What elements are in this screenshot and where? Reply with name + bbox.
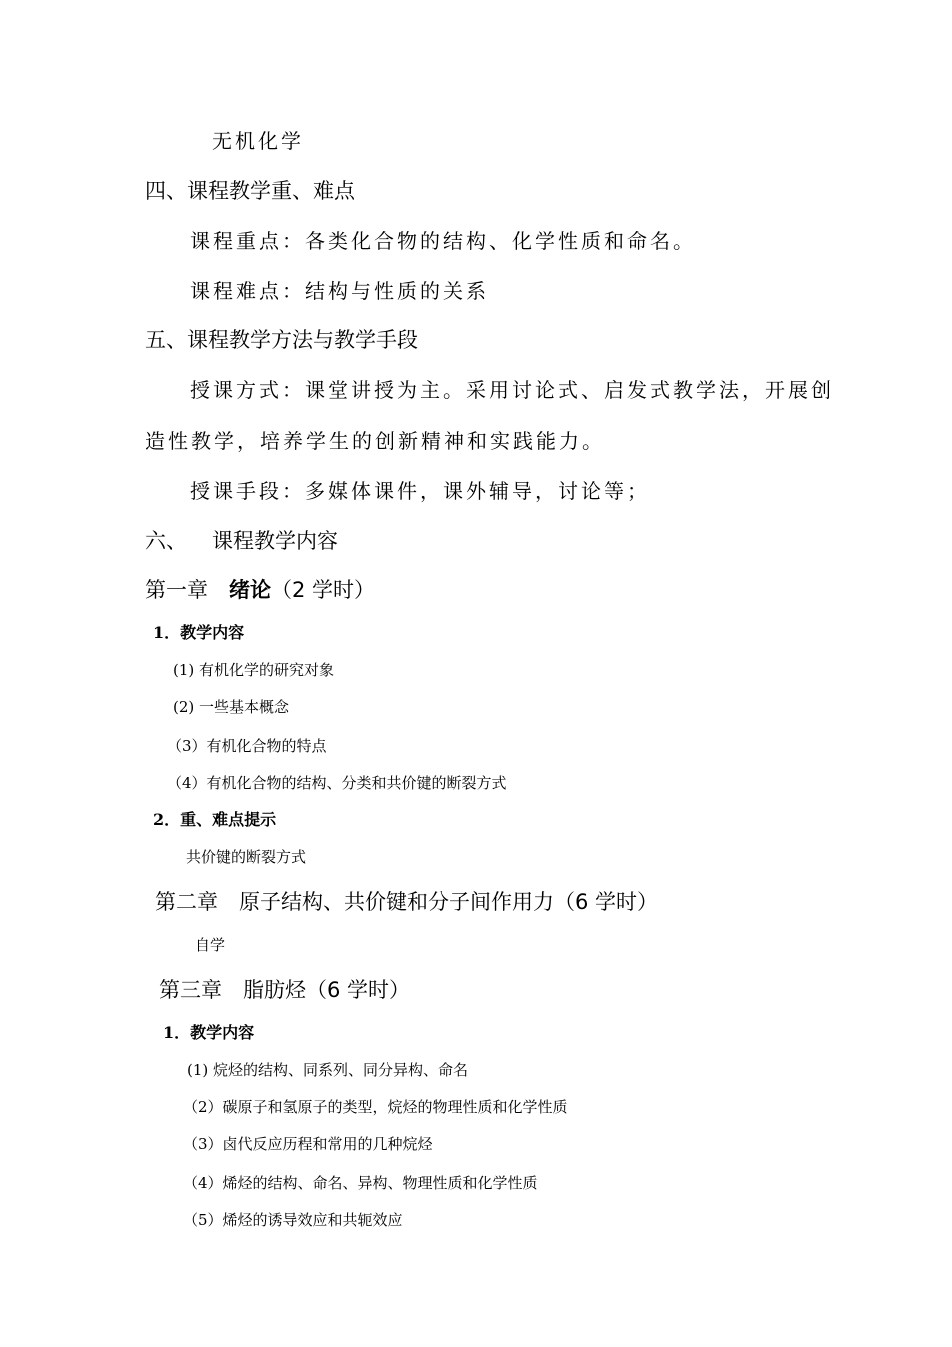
list-item: （3）有机化合物的特点 [167,737,327,755]
section-heading: 课程教学内容 [212,529,338,553]
list-item: (2) 一些基本概念 [173,698,290,716]
chapter-title [145,580,375,601]
list-item: （2）碳原子和氢原子的类型，烷烃的物理性质和化学性质 [183,1098,568,1116]
text-line: 课程难点：结构与性质的关系 [190,279,489,303]
text-line: 课程重点：各类化合物的结构、化学性质和命名。 [190,229,696,253]
list-item: （4）有机化合物的结构、分类和共价键的断裂方式 [167,774,507,792]
section-heading-number: 六、 [145,529,187,553]
text-line: 共价键的断裂方式 [186,848,307,866]
section-heading: 五、课程教学方法与教学手段 [145,328,418,352]
list-item: （3）卤代反应历程和常用的几种烷烃 [183,1135,433,1153]
chapter-name: 绪论 [229,578,271,602]
chapter-title: 第二章 原子结构、共价键和分子间作用力（6 学时） [155,890,659,914]
text-line: 无机化学 [212,129,304,153]
list-item: （4）烯烃的结构、命名、异构、物理性质和化学性质 [183,1174,538,1192]
subsection-heading: 1．教学内容 [153,623,245,642]
text-line: 授课方式：课堂讲授为主。采用讨论式、启发式教学法，开展创 [190,378,834,402]
text-line: 造性教学，培养学生的创新精神和实践能力。 [145,429,605,453]
list-item: (1) 烷烃的结构、同系列、同分异构、命名 [187,1061,469,1079]
chapter-hours: （2 学时） [271,578,376,602]
list-item: （5）烯烃的诱导效应和共轭效应 [183,1211,403,1229]
subsection-heading: 1．教学内容 [163,1023,255,1042]
list-item: (1) 有机化学的研究对象 [173,661,335,679]
text-line: 授课手段：多媒体课件，课外辅导，讨论等； [190,479,650,503]
chapter-title: 第三章 脂肪烃（6 学时） [159,978,411,1002]
subsection-heading: 2．重、难点提示 [153,810,277,829]
section-heading: 四、课程教学重、难点 [145,179,355,203]
chapter-prefix: 第一章 [145,578,208,602]
text-line: 自学 [195,936,226,954]
